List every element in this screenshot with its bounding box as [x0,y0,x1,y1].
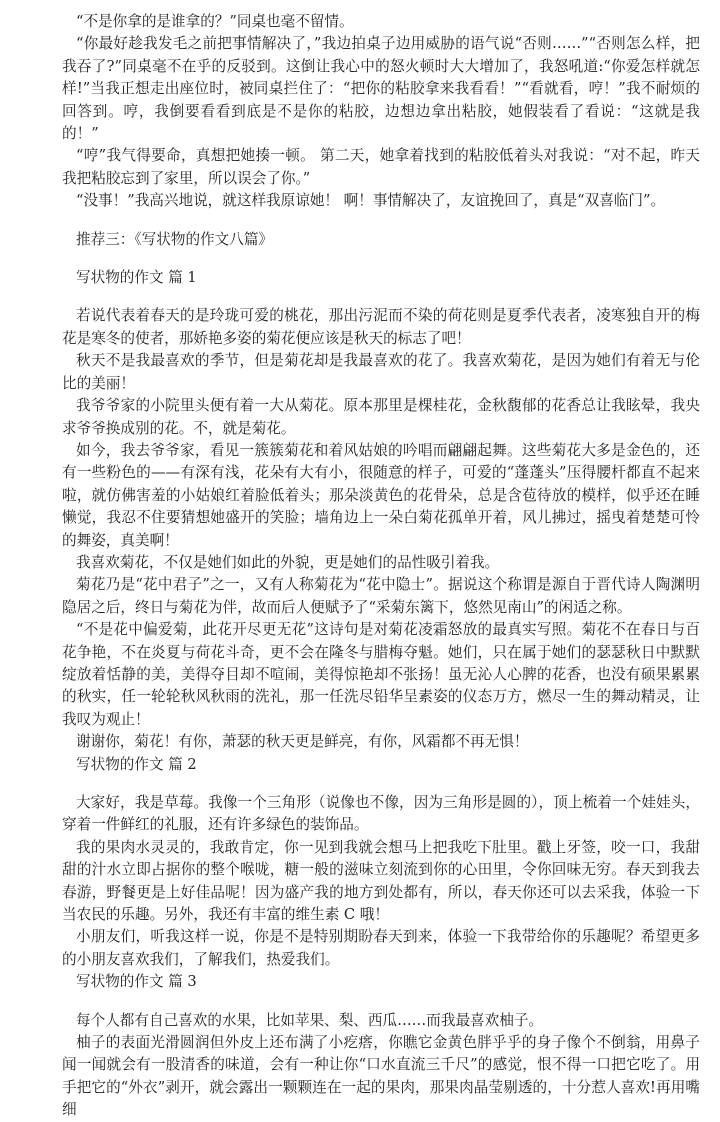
document-page [62,11,700,1122]
paragraph: “哼”我气得要命，真想把她揍一顿。 第二天，她拿着找到的粘胶低着头对我说：“对不起，昨天我把粘胶忘到了家里，所以误会了你。” [62,147,700,187]
paragraph: “没事！”我高兴地说，就这样我原谅她！ 啊！事情解决了，友谊挽回了，真是“双喜临门”。 [76,192,666,210]
spacer [62,213,700,229]
paragraph: 每个人都有自己喜欢的水果，比如苹果、梨、西瓜……而我最喜欢柚子。 [76,1011,544,1029]
paragraph: 小朋友们，听我这样一说，你是不是特别期盼春天到来，体验一下我带给你的乐趣呢？希望更多的小朋友喜欢我们，了解我们，热爱我们。 [62,928,700,968]
paragraph: 我喜欢菊花，不仅是她们如此的外貌，更是她们的品性吸引着我。 [76,553,500,571]
paragraph: 柚子的表面光滑圆润但外皮上还布满了小疙瘩，你瞧它金黄色胖乎乎的身子像个不倒翁，用鼻子闻一闻就会有一股清香的味道，会有一种让你“口水直流三千尺”的感觉，恨不得一口把它吃了。用手把它的“外衣”剥开，就会露出一颗颗连在一起的果肉，那果肉晶莹剔透的，十分惹人喜欢!再用嘴细 [62,1034,700,1119]
paragraph: “你最好趁我发毛之前把事情解决了，”我边拍桌子边用威胁的语气说“否则……”“否则怎么样，把我吞了?”同桌毫不在乎的反驳到。这倒让我心中的怒火顿时大大增加了，我怒吼道:“你爱怎样就怎样!”当我正想走出座位时，被同桌拦住了：“把你的粘胶拿来我看看！”“看就看，哼！”我不耐烦的回答到。哼，我倒要看看到底是不是你的粘胶，边想边拿出粘胶，她假装看了看说：“这就是我的！” [62,35,700,143]
essay-1-title: 写状物的作文 篇 1 [76,269,197,287]
spacer [62,994,700,1010]
paragraph: 秋天不是我最喜欢的季节，但是菊花却是我最喜欢的花了。我喜欢菊花，是因为她们有着无与伦比的美丽！ [62,352,700,392]
paragraph: “不是你拿的是谁拿的？”同桌也毫不留情。 [76,13,354,30]
paragraph: 如今，我去爷爷家，看见一簇簇菊花和着风姑娘的吟唱而翩翩起舞。这些菊花大多是金色的，还有一些粉色的——有深有浅，花朵有大有小，很随意的样子，可爱的“蓬蓬头”压得腰杆都直不起来啦，就仿佛害羞的小姑娘红着脸低着头；那朵淡黄色的花骨朵，总是含苞待放的模样，似乎还在睡懒觉，我忍不住要猜想她盛开的笑脸；墙角边上一朵白菊花孤单开着，风儿拂过，摇曳着楚楚可怜的舞姿，真美啊！ [62,441,700,549]
essay-2-title: 写状物的作文 篇 2 [76,755,197,773]
paragraph: 我的果肉水灵灵的，我敢肯定，你一见到我就会想马上把我吃下肚里。戳上牙签，咬一口，我甜甜的汁水立即占据你的整个喉咙，糖一般的滋味立刻流到你的心田里，令你回味无穷。春天到我去春游，野餐更是上好佳品呢！因为盛产我的地方到处都有，所以，春天你还可以去采我，体验一下当农民的乐趣。另外，我还有丰富的维生素 C 哦！ [62,838,700,924]
recommend-heading: 推荐三：《写状物的作文八篇》 [76,230,274,248]
paragraph: 大家好，我是草莓。我像一个三角形（说像也不像，因为三角形是圆的），顶上梳着一个娃娃头，穿着一件鲜红的礼服，还有许多绿色的装饰品。 [62,794,700,834]
paragraph: 谢谢你，菊花！有你，萧瑟的秋天更是鲜亮，有你，风霜都不再无惧！ [76,733,529,751]
paragraph: 我爷爷家的小院里头便有着一大从菊花。原本那里是棵桂花，金秋馥郁的花香总让我眩晕，我央求爷爷换成别的花。不，就是菊花。 [62,397,700,437]
spacer [62,776,700,792]
paragraph: 菊花乃是“花中君子”之一，又有人称菊花为“花中隐士”。据说这个称谓是源自于晋代诗人陶渊明隐居之后，终日与菊花为伴，故而后人便赋予了“采菊东篱下，悠然见南山”的闲适之称。 [62,576,700,616]
spacer [62,289,700,305]
spacer [62,251,700,267]
essay-3-title: 写状物的作文 篇 3 [76,973,197,991]
paragraph: “不是花中偏爱菊，此花开尽更无花”这诗句是对菊花凌霜怒放的最真实写照。菊花不在春日与百花争艳，不在炎夏与荷花斗奇，更不会在隆冬与腊梅夺魁。她们，只在属于她们的瑟瑟秋日中默默绽放着恬静的美，美得夺目却不喧闹，美得惊艳却不张扬！虽无沁人心脾的花香，也没有硕果累累的秋实，任一轮轮秋风秋雨的洗礼，那一任洗尽铅华呈素姿的仪态万方，燃尽一生的舞动精灵，让我叹为观止！ [62,621,700,728]
paragraph: 若说代表着春天的是玲珑可爱的桃花，那出污泥而不染的荷花则是夏季代表者，凌寒独自开的梅花是寒冬的使者，那娇艳多姿的菊花便应该是秋天的标志了吧！ [62,307,700,347]
